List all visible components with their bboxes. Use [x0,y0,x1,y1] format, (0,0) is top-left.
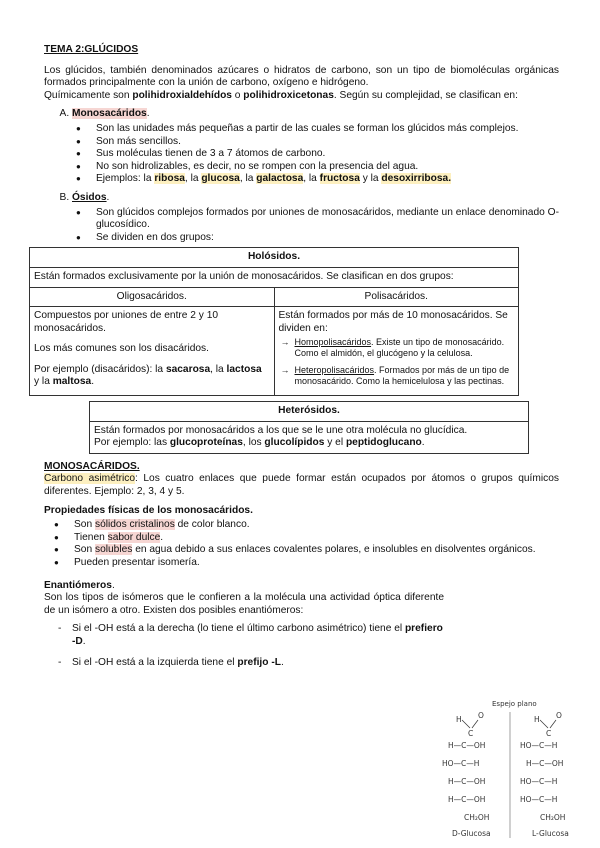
list-item: - Si el -OH está a la izquierda tiene el prefijo -L. [58,657,444,670]
propiedades-list [44,519,559,569]
carbono-asimetrico-paragraph: Carbono asimétrico: Los cuatro enlaces que puede formar están ocupados por átomos o grupos químicos diferentes. Ejemplo: 2, 3, 4 y 5. [44,473,559,498]
cell-text: Los más comunes son los disacáridos. [34,343,209,355]
svg-text:C: C [468,729,474,738]
d-glucose-label: D-Glucosa [452,829,491,838]
cell-text: Por ejemplo: las glucoproteínas, los glucolípidos y el peptidoglucano. [94,437,425,449]
svg-text:H: H [456,715,462,724]
polisacaridos-cell [274,307,519,396]
intro-paragraph: Los glúcidos, también denominados azúcares o hidratos de carbono, son un tipo de biomoléculas orgánicas formados principalmente con la unión de carbono, oxígeno e hidrógeno. [44,64,559,89]
svg-text:CH₂OH: CH₂OH [540,813,566,822]
svg-text:HO—C—H: HO—C—H [520,795,558,804]
list-item: → Homopolisacáridos. Existe un tipo de monosacárido. Como el almidón, el glucógeno y la celulosa. [279,337,515,359]
page-title: TEMA 2:GLÚCIDOS [44,44,139,55]
svg-text:H—C—OH: H—C—OH [448,777,486,786]
list-item: ● Pueden presentar isomería. [66,557,559,570]
monosacaridos-heading: Monosacáridos. [72,108,150,120]
list-item: ● No son hidrolizables, es decir, no se rompen con la presencia del agua. [88,161,559,174]
polisacaridos-list [279,337,515,387]
holosidos-table [29,247,519,396]
svg-text:H—C—OH: H—C—OH [526,759,564,768]
cell-text: Están formados por monosacáridos a los que se le une otra molécula no glucídica. [94,424,468,436]
heterosidos-header: Heterósidos. [90,402,529,422]
svg-text:H: H [534,715,540,724]
svg-text:C: C [546,729,552,738]
d-glucose-structure [442,711,489,822]
monosacaridos-section [72,108,559,186]
oligosacaridos-cell [30,307,275,396]
examples-item: ● Ejemplos: la ribosa, la glucosa, la galactosa, la fructosa y la desoxirribosa. [88,173,559,186]
list-item: ● Tienen sabor dulce. [66,532,559,545]
list-item: ● Sus moléculas tienen de 3 a 7 átomos de carbono. [88,148,559,161]
svg-text:HO—C—H: HO—C—H [520,777,558,786]
cell-text: Están formados por más de 10 monosacáridos. Se dividen en: [278,310,508,334]
osidos-section [72,192,559,244]
svg-text:O: O [478,711,484,720]
l-glucose-label: L-Glucosa [532,829,569,838]
svg-text:HO—C—H: HO—C—H [442,759,480,768]
cell-text: Por ejemplo (disacáridos): la sacarosa, la lactosa y la maltosa. [34,363,262,388]
list-item: → Heteropolisacáridos. Formados por más de un tipo de monosacárido. Como la hemicelulosa y las pectinas. [279,365,515,387]
document-page [34,44,559,674]
glucose-enantiomers-diagram [440,688,580,848]
list-item: ● Son las unidades más pequeñas a partir de las cuales se forman los glúcidos más complejos. [88,123,559,136]
enantiomeros-block [44,580,444,670]
list-item: ● Son más sencillos. [88,136,559,149]
mirror-label: Espejo plano [492,700,537,708]
svg-text:CH₂OH: CH₂OH [464,813,490,822]
l-glucose-structure [520,711,565,822]
svg-text:O: O [556,711,562,720]
list-item: ● Son glúcidos complejos formados por uniones de monosacáridos, mediante un enlace denominado O-glucosídico. [88,207,559,232]
svg-text:H—C—OH: H—C—OH [448,795,486,804]
list-item: ● Se dividen en dos grupos: [88,232,559,245]
cell-text: Compuestos por uniones de entre 2 y 10 monosacáridos. [34,310,219,334]
intro-classification: Químicamente son polihidroxialdehídos o polihidroxicetonas. Según su complejidad, se clasifican en: [44,89,518,101]
enantiomeros-text: Son los tipos de isómeros que le confieren a la molécula una actividad óptica diferente de un isómero a otro. Existen dos posibles enantiómeros: [44,592,444,616]
propiedades-heading: Propiedades físicas de los monosacáridos. [44,504,253,516]
list-item: - Si el -OH está a la derecha (lo tiene el último carbono asimétrico) tiene el prefiero -D. [58,623,444,648]
osidos-list [72,207,559,245]
osidos-heading: Ósidos. [72,191,110,203]
svg-text:HO—C—H: HO—C—H [520,741,558,750]
polisacaridos-header: Polisacáridos. [274,287,519,307]
classification-list [44,108,559,244]
holosidos-description: Están formados exclusivamente por la unión de monosacáridos. Se clasifican en dos grupos: [30,267,519,287]
monosacaridos-list [72,123,559,186]
heterosidos-cell [90,421,529,453]
oligosacaridos-header: Oligosacáridos. [30,287,275,307]
list-item: ● Son sólidos cristalinos de color blanco. [66,519,559,532]
heterosidos-table [89,401,529,454]
svg-text:H—C—OH: H—C—OH [448,741,486,750]
holosidos-header: Holósidos. [30,248,519,268]
enantiomeros-list [44,623,444,669]
list-item: ● Son solubles en agua debido a sus enlaces covalentes polares, e insolubles en disolventes orgánicos. [66,544,559,557]
monosacaridos-section-heading: MONOSACÁRIDOS. [44,460,140,472]
enantiomeros-heading: Enantiómeros. [44,579,115,591]
